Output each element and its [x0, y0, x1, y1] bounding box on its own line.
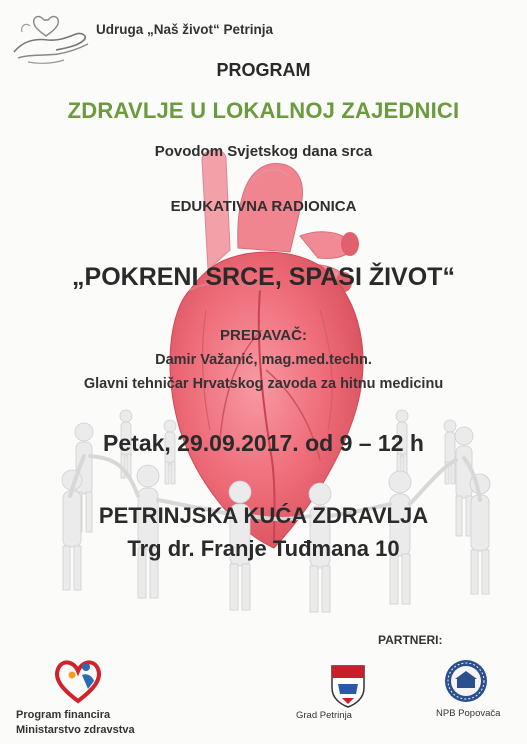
- heart-people-icon: [52, 655, 104, 705]
- event-datetime: Petak, 29.09.2017. od 9 – 12 h: [103, 430, 424, 456]
- hand-heart-icon: [8, 8, 92, 68]
- partners-label: PARTNERI:: [378, 633, 443, 647]
- funding-line-2: Ministarstvo zdravstva: [16, 724, 135, 736]
- coat-of-arms-icon: [330, 664, 366, 708]
- occasion-text: Povodom Svjetskog dana srca: [154, 143, 373, 160]
- organization-name: Udruga „Naš život“ Petrinja: [96, 22, 274, 37]
- funding-line-1: Program financira: [16, 709, 111, 721]
- lecturer-label: PREDAVAČ:: [220, 327, 307, 344]
- partner-npb-label: NPB Popovača: [436, 708, 501, 719]
- round-seal-icon: [443, 658, 489, 704]
- event-address: Trg dr. Franje Tuđmana 10: [127, 536, 400, 561]
- program-title: ZDRAVLJE U LOKALNOJ ZAJEDNICI: [67, 98, 460, 123]
- partner-petrinja-label: Grad Petrinja: [296, 710, 352, 721]
- lecturer-role: Glavni tehničar Hrvatskog zavoda za hitnu medicinu: [83, 376, 444, 392]
- event-type: EDUKATIVNA RADIONICA: [170, 198, 357, 215]
- event-venue: PETRINJSKA KUĆA ZDRAVLJA: [98, 503, 429, 528]
- event-slogan: „POKRENI SRCE, SPASI ŽIVOT“: [72, 263, 455, 291]
- lecturer-name: Damir Važanić, mag.med.techn.: [155, 352, 372, 368]
- program-label: PROGRAM: [216, 60, 311, 80]
